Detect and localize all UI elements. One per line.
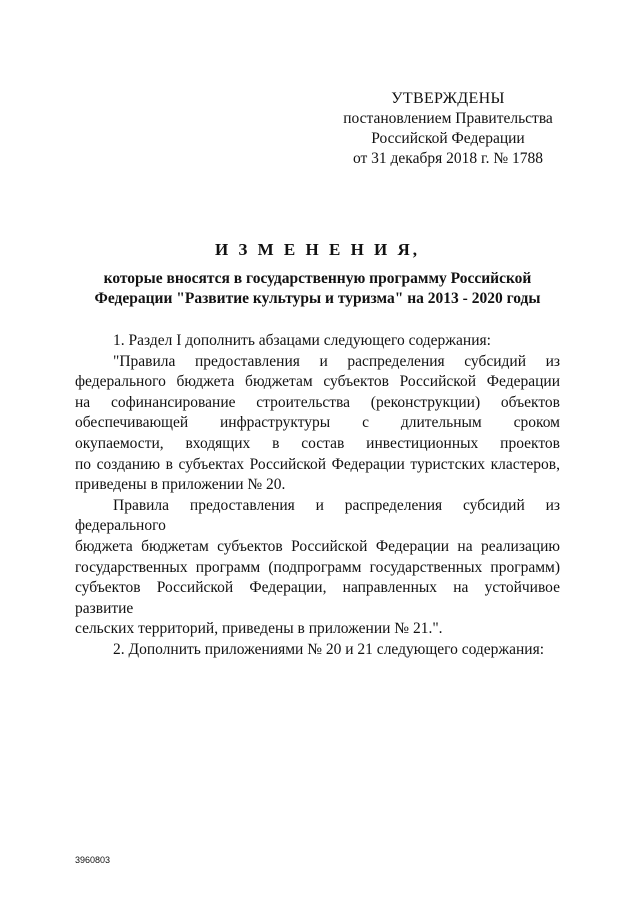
approval-stamp: УТВЕРЖДЕНЫ	[391, 90, 505, 107]
paragraph-2-line: бюджета бюджетам субъектов Российской Федерации на реализацию	[75, 537, 560, 555]
document-body	[75, 331, 560, 661]
document-code: 3960803	[75, 855, 111, 865]
paragraph-1-line: федерального бюджета бюджетам субъектов Российской Федерации	[75, 373, 560, 391]
item-2: 2. Дополнить приложениями № 20 и 21 следующего содержания:	[113, 640, 545, 658]
document-heading	[75, 238, 560, 309]
document-title: И З М Е Н Е Н И Я,	[214, 240, 421, 259]
paragraph-2-line: субъектов Российской Федерации, направленных на устойчивое развитие	[75, 579, 560, 617]
item-1: 1. Раздел I дополнить абзацами следующего содержания:	[113, 332, 491, 349]
approval-line-3: от 31 декабря 2018 г. № 1788	[352, 150, 544, 167]
paragraph-1	[75, 352, 560, 496]
document-subtitle-line-2: Федерации "Развитие культуры и туризма" на 2013 - 2020 годы	[94, 290, 541, 307]
approval-block	[328, 89, 568, 169]
document-subtitle-line-1: которые вносятся в государственную программу Российской	[103, 270, 532, 287]
paragraph-1-line: по созданию в субъектах Российской Федерации туристских кластеров,	[75, 455, 560, 473]
approval-line-1: постановлением Правительства	[343, 110, 553, 127]
paragraph-2-line: государственных программ (подпрограмм государственных программ)	[75, 558, 560, 576]
paragraph-2-line: сельских территорий, приведены в приложении № 21.".	[75, 620, 443, 638]
paragraph-1-line: на софинансирование строительства (реконструкции) объектов	[75, 393, 560, 411]
paragraph-2-line: Правила предоставления и распределения субсидий из федерального	[75, 496, 560, 535]
paragraph-1-line: окупаемости, входящих в состав инвестиционных проектов	[75, 434, 560, 452]
paragraph-1-line: приведены в приложении № 20.	[75, 476, 286, 494]
approval-line-2: Российской Федерации	[371, 130, 525, 147]
paragraph-1-line: "Правила предоставления и распределения субсидий из	[113, 352, 560, 370]
paragraph-1-line: обеспечивающей инфраструктуры с длительным сроком	[75, 414, 560, 432]
paragraph-2	[75, 496, 560, 640]
